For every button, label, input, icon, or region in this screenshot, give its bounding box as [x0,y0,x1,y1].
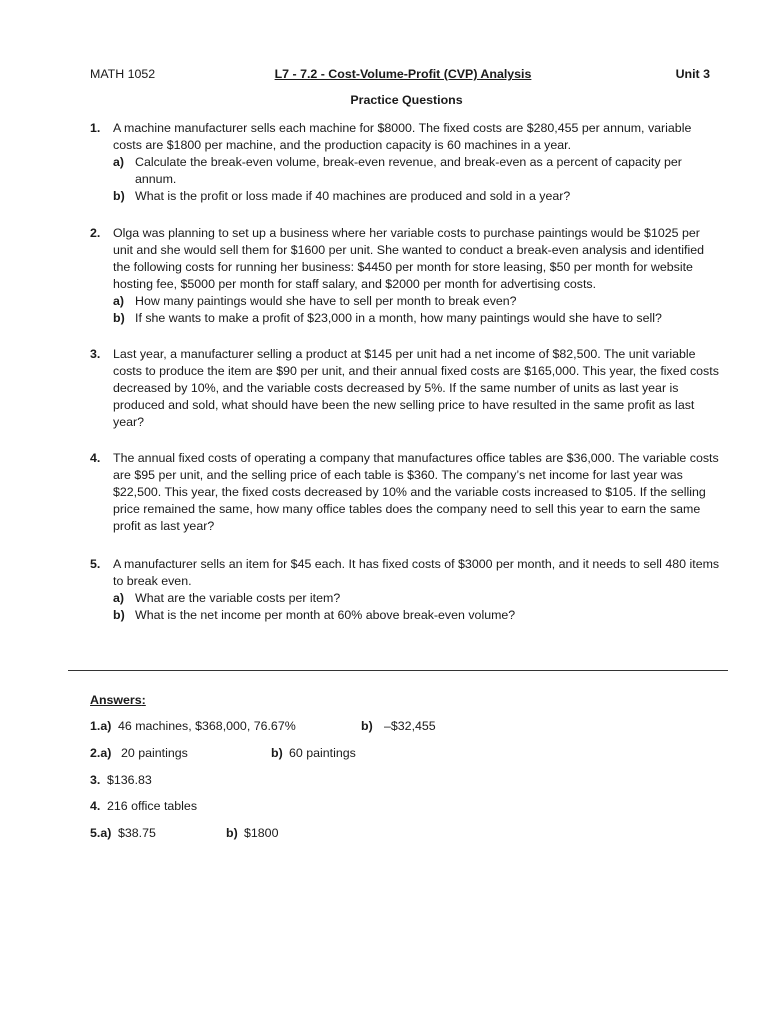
answers-title-text: Answers [90,693,142,707]
question-text: Last year, a manufacturer selling a product at $145 per unit had a net income of $82,500. The unit variable costs to produce the item are $90 per unit, and their annual fixed costs are $165,000. This year, the fixed costs decreased by 10%, and the variable costs decreased by 5%. If the same number of units as last year is produced and sold, what should have been the new selling price to have resulted in the same profit as last year? [113,347,719,429]
part-text: Calculate the break-even volume, break-even revenue, and break-even as a percent of capacity per annum. [135,155,682,186]
question-part-a [113,293,722,310]
answer-row-2 [90,745,730,763]
part-text: If she wants to make a profit of $23,000 in a month, how many paintings would she have to sell? [135,311,662,325]
section-divider [68,670,728,671]
question-number: 4. [90,451,101,465]
answer-b-value: $1800 [244,826,279,840]
course-code: MATH 1052 [90,67,156,81]
part-label: b) [113,189,125,203]
question-number: 1. [90,121,101,135]
answer-b-label: b) [361,719,373,733]
part-label: a) [113,591,125,605]
question-number: 5. [90,557,101,571]
answer-value: $136.83 [107,773,152,787]
answer-b-value: –$32,455 [384,719,436,733]
question-text: Olga was planning to set up a business where her variable costs to purchase paintings would be $1025 per unit and she would sell them for $1600 per unit. She wanted to conduct a break-even analysis and identified the following costs for running her business: $4450 per month for store leasing, $50 per month for website hosting fee, $5000 per month for staff salary, and $2000 per month for advertising costs. [113,226,704,291]
answers-title-colon: : [141,693,146,707]
question-text: A manufacturer sells an item for $45 each. It has fixed costs of $3000 per month, and it needs to sell 480 items to break even. [113,557,720,588]
page-header [90,66,710,84]
answer-row-4 [90,798,730,816]
part-label: a) [113,294,125,308]
part-text: What are the variable costs per item? [135,591,341,605]
answer-label: 3. [90,773,101,787]
answer-value: $38.75 [118,826,156,840]
answer-value: 20 paintings [121,746,188,760]
answer-row-5 [90,825,730,843]
question-4 [90,450,722,535]
answer-row-1 [90,718,730,736]
part-text: What is the net income per month at 60% above break-even volume? [135,608,516,622]
question-2 [90,225,722,327]
question-5 [90,556,722,624]
question-part-a [113,154,722,188]
unit-label: Unit 3 [675,67,710,81]
answers-heading [90,692,146,709]
question-part-a [113,590,722,607]
question-1 [90,120,722,205]
answer-value: 216 office tables [107,799,198,813]
answer-label: 4. [90,799,101,813]
part-label: a) [113,155,125,169]
answer-b-value: 60 paintings [289,746,356,760]
part-label: b) [113,311,125,325]
answer-b-label: b) [226,826,238,840]
answer-label: 2.a) [90,746,112,760]
answer-b-label: b) [271,746,283,760]
question-number: 2. [90,226,101,240]
section-subtitle: Practice Questions [350,93,463,107]
question-number: 3. [90,347,101,361]
question-text: A machine manufacturer sells each machine for $8000. The fixed costs are $280,455 per annum, variable costs are $1800 per machine, and the production capacity is 60 machines in a year. [113,121,692,152]
answer-value: 46 machines, $368,000, 76.67% [118,719,296,733]
part-text: How many paintings would she have to sell per month to break even? [135,294,517,308]
question-part-b [113,310,722,327]
question-part-b [113,188,722,205]
question-part-b [113,607,722,624]
part-label: b) [113,608,125,622]
answer-label: 5.a) [90,826,112,840]
answer-label: 1.a) [90,719,112,733]
answer-row-3 [90,772,730,790]
question-text: The annual fixed costs of operating a company that manufactures office tables are $36,000. The variable costs are $95 per unit, and the selling price of each table is $360. The company’s net income for last year was $22,500. This year, the fixed costs decreased by 10% and the variable costs increased to $105. If the selling price remained the same, how many office tables does the company need to sell this year to earn the same profit as last year? [113,451,719,533]
lesson-title: L7 - 7.2 - Cost-Volume-Profit (CVP) Analysis [274,67,532,81]
question-3 [90,346,722,431]
part-text: What is the profit or loss made if 40 machines are produced and sold in a year? [135,189,571,203]
